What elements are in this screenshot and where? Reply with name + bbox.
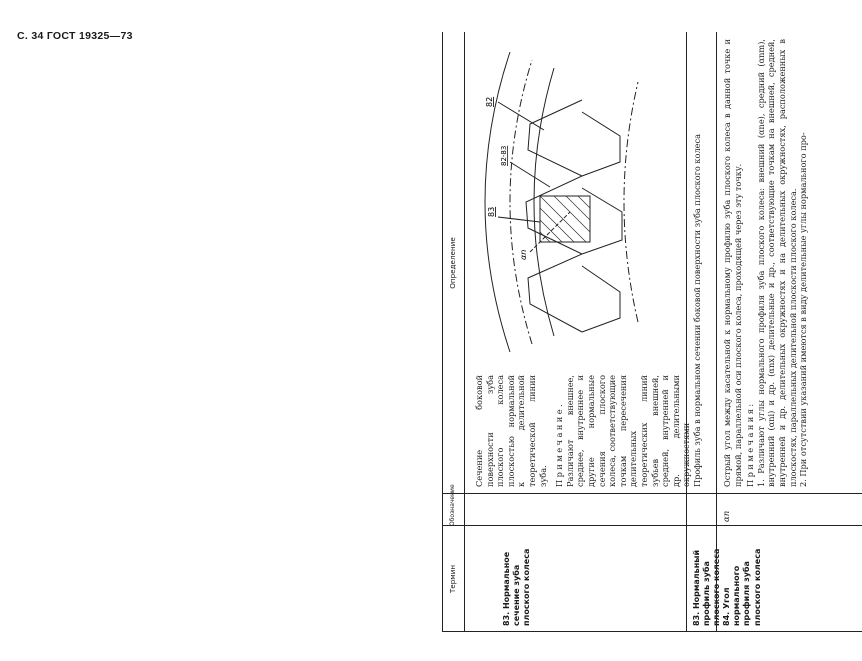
term-normal-section: 83. Нормальное сечение зуба плоского колеса [502, 548, 532, 626]
figure-label-82: 82 [485, 96, 494, 107]
figure-label-83: 83 [487, 206, 496, 217]
term-normal-profile: 83. Нормальный профиль зуба плоского колеса [692, 548, 722, 626]
column-header-symbol: Обозначение [449, 484, 456, 526]
column-header-definition: Определение [448, 237, 457, 289]
symbol-alpha-n: αn [722, 510, 732, 522]
term-normal-profile-angle: 84. Угол нормального профиля зуба плоского колеса [722, 548, 762, 626]
definition-text: Острый угол между касательной к нормальному профилю зуба плоского колеса в данной точке и прямой, параллельной оси плоского колеса, проходящей через эту точку. [722, 39, 743, 487]
figure-label-alpha-n: αn [519, 249, 528, 260]
definition-normal-profile: Профиль зуба в нормальном сечении боковой поверхности зуба плоского колеса [692, 134, 702, 487]
gear-tooth-figure [470, 42, 684, 362]
definition-text: Сечение боковой поверхности зуба плоского колеса плоскостью нормальной к делительной теоретической линии зуба. [474, 375, 548, 487]
note-2: 2. При отсутствии указаний имеются в виду делительные углы нормального про- [798, 132, 809, 487]
column-header-term: Термин [448, 564, 457, 594]
definition-normal-profile-angle [722, 39, 809, 487]
note-text: Различают внешнее, среднее, внутреннее и другие нормальные сечения плоского колеса, соответствующие точкам пересечения делительных теоретических линий зубьев внешней, средней, внутренней и др. делительными окружностями [564, 375, 692, 487]
notes-title: Примечания: [745, 401, 756, 487]
note-title: Примечание. [554, 401, 565, 487]
note-1: 1. Различают углы нормального профиля зуба плоского колеса: внешний (αne), средний (αnm), внутренний (αni) и др. (αnx) делительные и др., соответствующие точкам на внешней, средней, внутренней и др. делительных окружностях и на делительных окружностях, расположенных в плоскостях, параллельных делительной плоскости плоского колеса. [755, 39, 798, 487]
rotated-table [442, 32, 862, 632]
figure-label-82-83: 82-83 [500, 145, 508, 166]
page-header: С. 34 ГОСТ 19325—73 [17, 30, 133, 42]
definition-normal-section [474, 375, 692, 487]
